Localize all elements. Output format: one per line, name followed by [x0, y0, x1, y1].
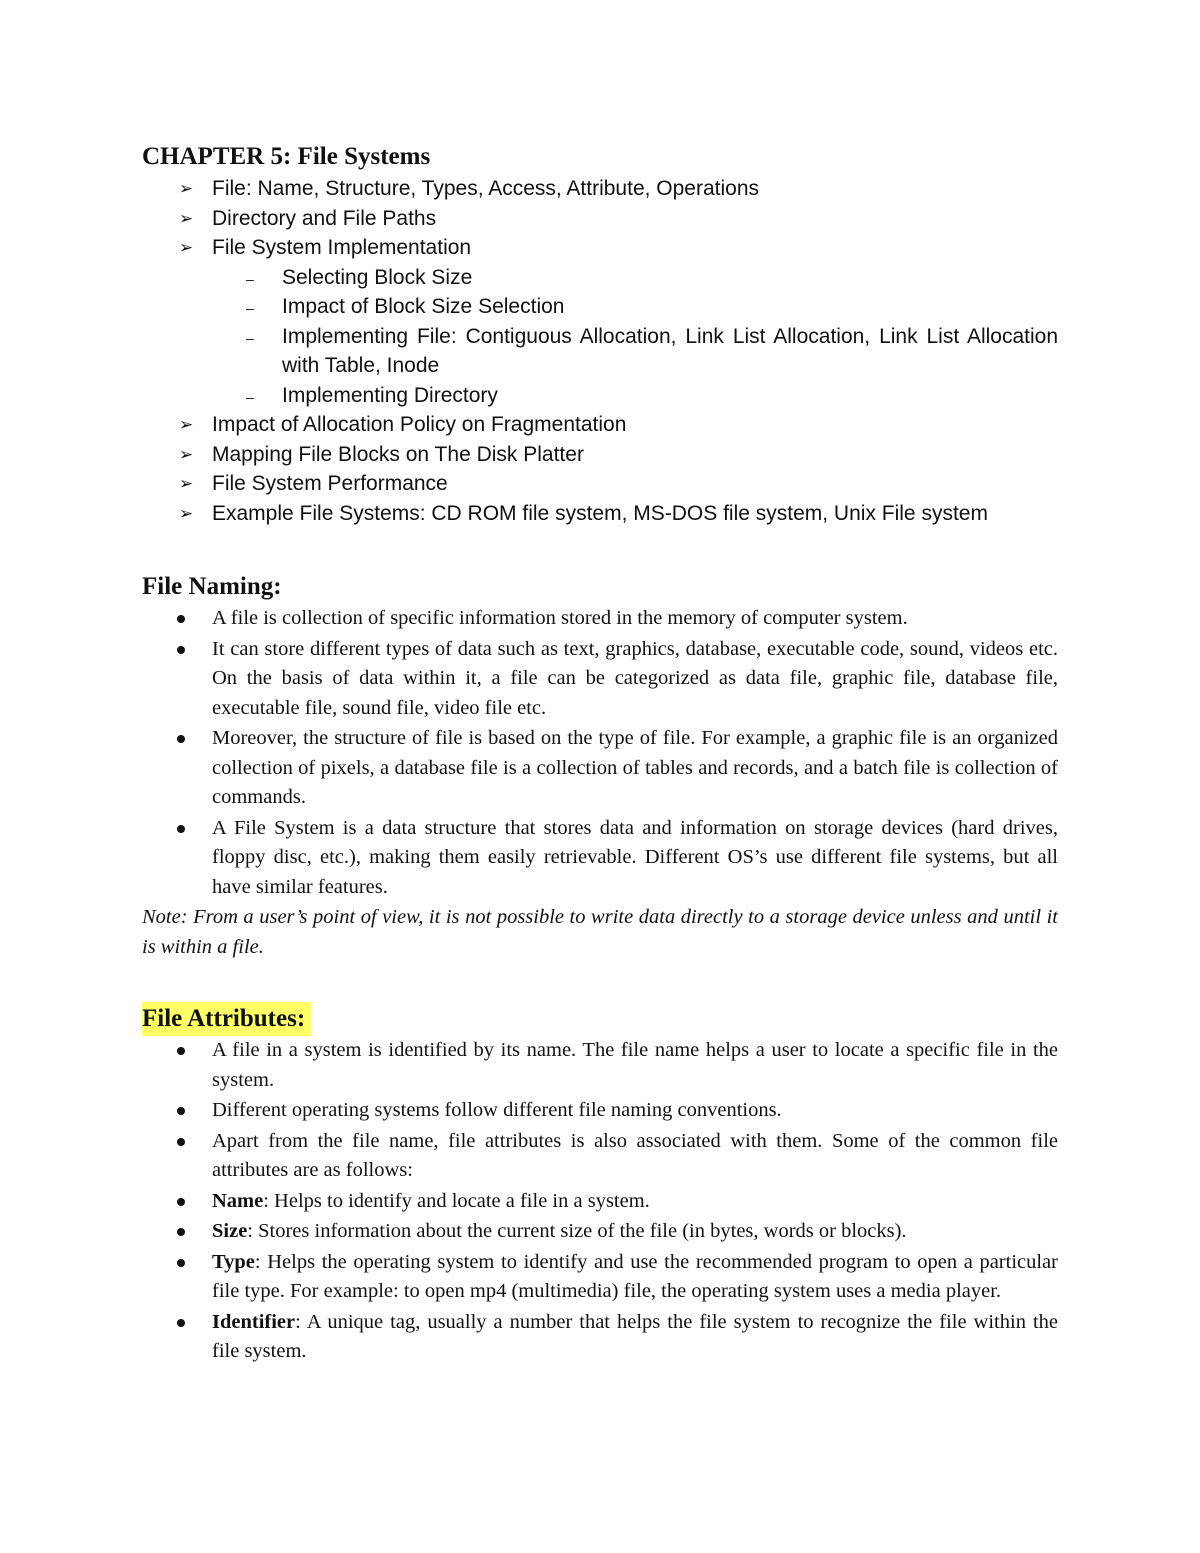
- arrow-bullet-icon: ➢: [179, 179, 194, 198]
- chapter-title: CHAPTER 5: File Systems: [142, 143, 431, 170]
- definition-term: Type: [212, 1250, 255, 1273]
- arrow-bullet-icon: ➢: [179, 208, 194, 228]
- definition-item: Identifier: A unique tag, usually a number that helps the file system to recognize the file within the file system.: [142, 1308, 1058, 1367]
- outline-subitem: – Impact of Block Size Selection: [142, 292, 1058, 322]
- section-title-file-naming: File Naming:: [142, 573, 282, 600]
- outline-item: ➢ Impact of Allocation Policy on Fragmentation: [142, 410, 1058, 440]
- outline-item: ➢ Directory and File Paths: [142, 204, 1058, 234]
- list-item: Different operating systems follow different file naming conventions.: [142, 1096, 1058, 1126]
- bullet-dot-icon: [177, 825, 185, 833]
- definition-term: Size: [212, 1220, 248, 1242]
- dash-bullet-icon: –: [246, 329, 254, 346]
- outline-item: ➢ Mapping File Blocks on The Disk Platter: [142, 440, 1058, 470]
- bullet-dot-icon: [177, 1198, 185, 1206]
- arrow-bullet-icon: ➢: [179, 238, 194, 257]
- outline-item: ➢ File System Implementation – Selecting Block Size – Impact of Block Size Selection – Implementing File: Contiguous Allocation, Link List Allocation, Link List Allocation with Table, Inode – Implementing Directory: [142, 233, 1058, 410]
- spacer: [142, 528, 1058, 570]
- list-item: Apart from the file name, file attributes is also associated with them. Some of the common file attributes are as follows:: [142, 1127, 1058, 1186]
- definition-item: Size: Stores information about the current size of the file (in bytes, words or blocks).: [142, 1217, 1058, 1247]
- list-item: A file is collection of specific information stored in the memory of computer system.: [142, 604, 1058, 634]
- bullet-dot-icon: [177, 735, 185, 743]
- bullet-dot-icon: [177, 1228, 185, 1236]
- definition-term: Identifier: [212, 1310, 296, 1333]
- definition-item: Type: Helps the operating system to identify and use the recommended program to open a particular file type. For example: to open mp4 (multimedia) file, the operating system uses a media player.: [142, 1248, 1058, 1307]
- spacer: [142, 962, 1058, 1002]
- outline-subitem: – Implementing Directory: [142, 381, 1058, 411]
- dash-bullet-icon: –: [246, 270, 254, 287]
- note-paragraph: Note: From a user’s point of view, it is not possible to write data directly to a storage device unless and until it is within a file.: [142, 906, 1058, 958]
- bullet-dot-icon: [177, 1319, 185, 1327]
- outline-subitem: – Selecting Block Size: [142, 263, 1058, 293]
- outline-item: ➢ File System Performance: [142, 469, 1058, 499]
- list-item: A file in a system is identified by its name. The file name helps a user to locate a specific file in the system.: [142, 1036, 1058, 1095]
- bullet-dot-icon: [177, 1259, 185, 1267]
- list-item: A File System is a data structure that stores data and information on storage devices (hard drives, floppy disc, etc.), making them easily retrievable. Different OS’s use different file systems, but all have similar features.: [142, 814, 1058, 903]
- outline-subitem: – Implementing File: Contiguous Allocation, Link List Allocation, Link List Allocation with Table, Inode: [142, 322, 1058, 381]
- chapter-outline: [142, 174, 1058, 528]
- bullet-dot-icon: [177, 1047, 185, 1055]
- arrow-bullet-icon: ➢: [179, 415, 194, 434]
- outline-item: ➢ File: Name, Structure, Types, Access, Attribute, Operations: [142, 174, 1058, 204]
- definition-term: Name: [212, 1189, 264, 1212]
- bullet-dot-icon: [177, 615, 185, 623]
- file-attributes-list: [142, 1036, 1058, 1367]
- arrow-bullet-icon: ➢: [179, 444, 194, 464]
- arrow-bullet-icon: ➢: [179, 503, 194, 523]
- outline-subitems: [142, 263, 1058, 411]
- bullet-dot-icon: [177, 1138, 185, 1146]
- list-item: It can store different types of data such as text, graphics, database, executable code, sound, videos etc. On the basis of data within it, a file can be categorized as data file, graphic file, database file, executable file, sound file, video file etc.: [142, 635, 1058, 724]
- arrow-bullet-icon: ➢: [179, 474, 194, 493]
- dash-bullet-icon: –: [246, 388, 254, 405]
- bullet-dot-icon: [177, 1107, 185, 1115]
- dash-bullet-icon: –: [246, 300, 254, 316]
- definition-item: Name: Helps to identify and locate a file in a system.: [142, 1187, 1058, 1217]
- file-naming-list: [142, 604, 1058, 902]
- section-title-file-attributes: File Attributes:: [142, 1002, 311, 1036]
- page-content: [142, 140, 1058, 1368]
- list-item: Moreover, the structure of file is based on the type of file. For example, a graphic file is an organized collection of pixels, a database file is a collection of tables and records, and a batch file is collection of commands.: [142, 724, 1058, 813]
- outline-item: ➢ Example File Systems: CD ROM file system, MS-DOS file system, Unix File system: [142, 499, 1058, 529]
- bullet-dot-icon: [177, 646, 185, 654]
